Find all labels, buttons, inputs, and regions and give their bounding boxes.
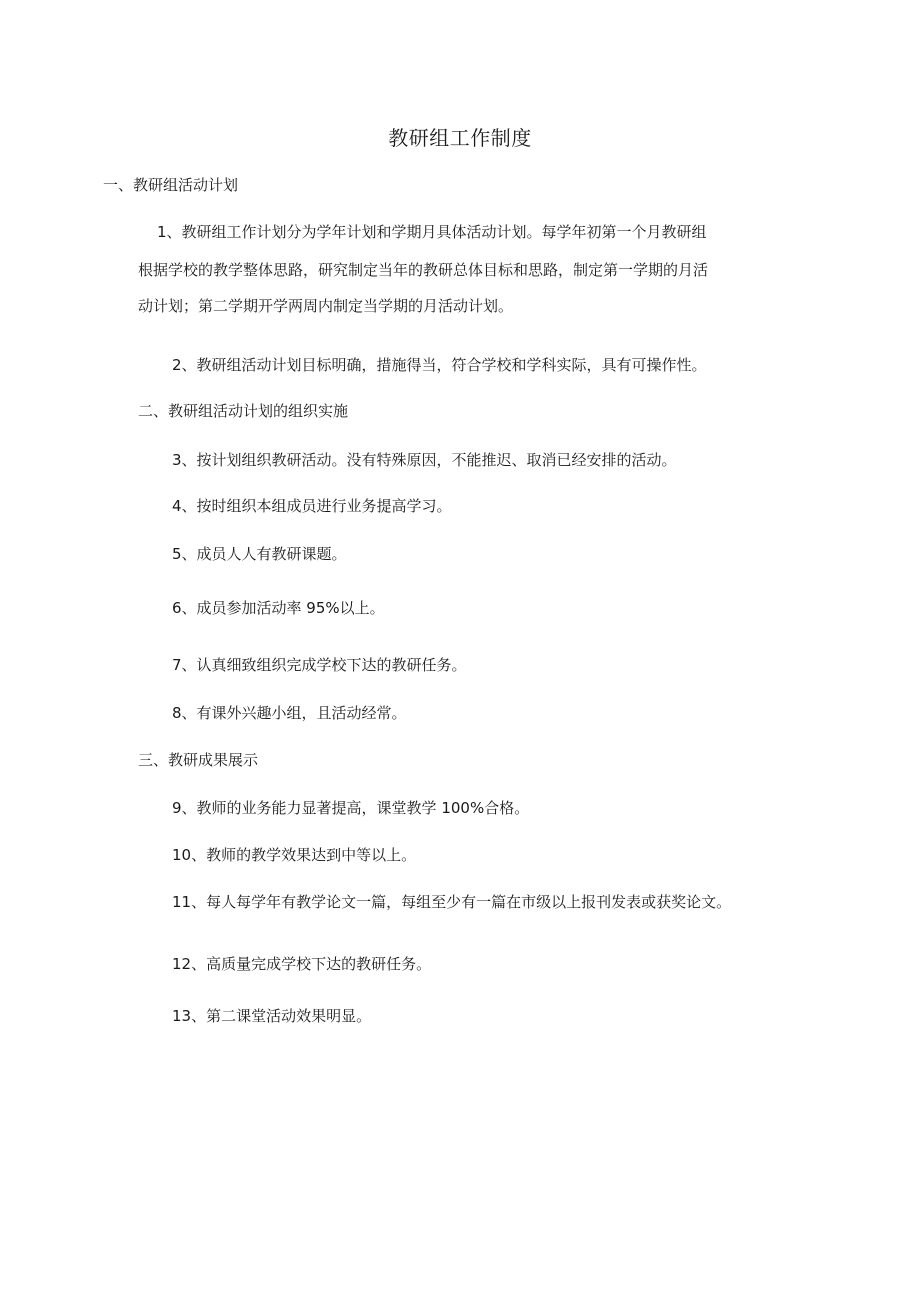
item-12: 12、高质量完成学校下达的教研任务。 [172, 955, 432, 973]
item-1-line-3: 动计划；第二学期开学两周内制定当学期的月活动计划。 [138, 297, 514, 315]
item-10: 10、教师的教学效果达到中等以上。 [172, 846, 417, 864]
section-heading-3: 三、教研成果展示 [138, 751, 259, 769]
item-5: 5、成员人人有教研课题。 [172, 545, 347, 563]
item-9: 9、教师的业务能力显著提高，课堂教学 100%合格。 [172, 799, 530, 817]
item-6: 6、成员参加活动率 95%以上。 [172, 599, 385, 617]
item-4: 4、按时组织本组成员进行业务提高学习。 [172, 497, 452, 515]
item-7: 7、认真细致组织完成学校下达的教研任务。 [172, 656, 467, 674]
item-1-line-2: 根据学校的教学整体思路，研究制定当年的教研总体目标和思路，制定第一学期的月活 [138, 261, 709, 279]
item-8: 8、有课外兴趣小组，且活动经常。 [172, 704, 407, 722]
item-13: 13、第二课堂活动效果明显。 [172, 1007, 372, 1025]
section-heading-2: 二、教研组活动计划的组织实施 [138, 402, 349, 420]
item-3: 3、按计划组织教研活动。没有特殊原因，不能推迟、取消已经安排的活动。 [172, 451, 677, 469]
section-heading-1: 一、教研组活动计划 [103, 176, 239, 194]
item-1-line-1: 1、教研组工作计划分为学年计划和学期月具体活动计划。每学年初第一个月教研组 [157, 223, 707, 241]
page-title: 教研组工作制度 [388, 126, 532, 150]
item-11: 11、每人每学年有教学论文一篇，每组至少有一篇在市级以上报刊发表或获奖论文。 [172, 893, 732, 911]
item-2: 2、教研组活动计划目标明确，措施得当，符合学校和学科实际，具有可操作性。 [172, 356, 707, 374]
